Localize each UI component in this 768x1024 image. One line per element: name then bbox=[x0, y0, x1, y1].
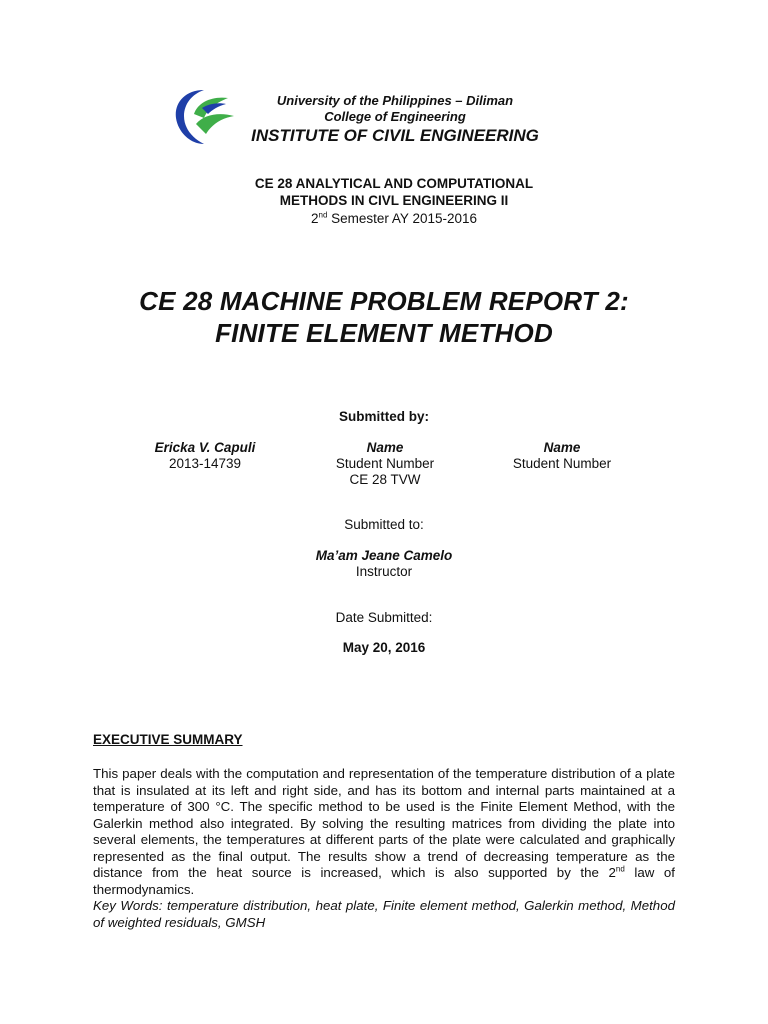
university-name: University of the Philippines – Diliman bbox=[276, 93, 514, 108]
student-name: Name bbox=[366, 440, 404, 455]
date-value: May 20, 2016 bbox=[342, 640, 426, 655]
university-logo bbox=[168, 84, 240, 150]
course-line-2: METHODS IN CIVL ENGINEERING II bbox=[279, 193, 509, 208]
student-section: CE 28 TVW bbox=[349, 472, 421, 487]
executive-summary-heading: EXECUTIVE SUMMARY bbox=[93, 732, 243, 747]
student-number: 2013-14739 bbox=[168, 456, 242, 471]
student-name: Name bbox=[543, 440, 581, 455]
report-title-line-1: CE 28 MACHINE PROBLEM REPORT 2: bbox=[139, 286, 629, 316]
student-name: Ericka V. Capuli bbox=[154, 440, 256, 455]
submitted-by-label: Submitted by: bbox=[339, 409, 429, 424]
date-label: Date Submitted: bbox=[335, 610, 433, 625]
institute-name: INSTITUTE OF CIVIL ENGINEERING bbox=[251, 126, 539, 145]
instructor-name: Ma’am Jeane Camelo bbox=[315, 548, 453, 563]
student-1 bbox=[115, 440, 295, 472]
keywords: Key Words: temperature distribution, heat plate, Finite element method, Galerkin method, Method of weighted residuals, GMSH bbox=[93, 898, 675, 930]
executive-summary-body: This paper deals with the computation and representation of the temperature distribution of a plate that is insulated at its left and right side, and has its bottom and internal parts maintained at a temperature of 300 °C. The specific method to be used is the Finite Element Method, with the Galerkin method also integrated. By solving the resulting matrices from dividing the plate into several elements, the temperatures at different parts of the plate were calculated and graphically represented as the final output. The results show a trend of decreasing temperature as the distance from the heat source is increased, which is also supported by the 2nd law of thermodynamics. bbox=[93, 766, 675, 897]
student-2 bbox=[295, 440, 475, 488]
student-3 bbox=[472, 440, 652, 472]
report-title-line-2: FINITE ELEMENT METHOD bbox=[215, 318, 553, 348]
student-number: Student Number bbox=[512, 456, 612, 471]
instructor-role: Instructor bbox=[355, 564, 413, 579]
college-name: College of Engineering bbox=[324, 109, 466, 124]
course-line-1: CE 28 ANALYTICAL AND COMPUTATIONAL bbox=[254, 176, 534, 191]
submitted-to-label: Submitted to: bbox=[344, 517, 424, 532]
student-number: Student Number bbox=[335, 456, 435, 471]
semester: 2nd Semester AY 2015-2016 bbox=[310, 210, 478, 226]
